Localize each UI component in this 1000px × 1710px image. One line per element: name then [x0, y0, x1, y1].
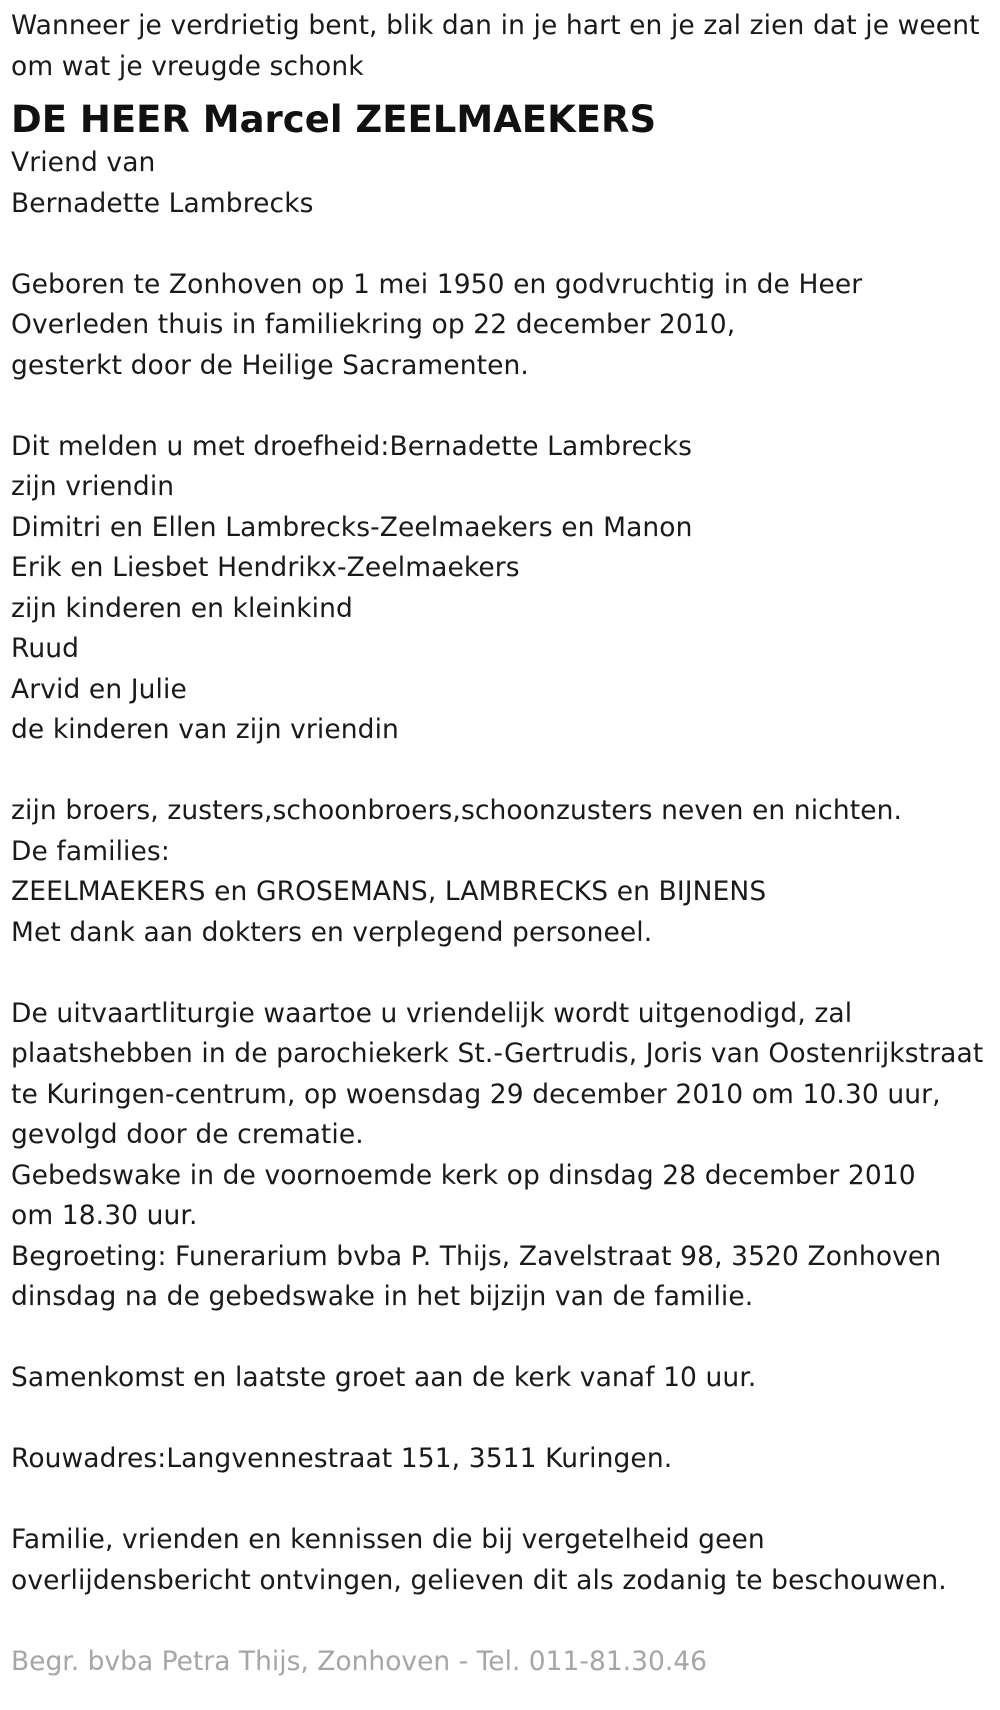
families-line: Met dank aan dokters en verplegend personeel.	[11, 916, 653, 948]
deceased-name: DE HEER Marcel ZEELMAEKERS	[11, 98, 657, 141]
ceremony-line: te Kuringen-centrum, op woensdag 29 december 2010 om 10.30 uur,	[11, 1078, 941, 1110]
verse-line: Wanneer je verdrietig bent, blik dan in je hart en je zal zien dat je weent	[11, 10, 980, 41]
notice-line: overlijdensbericht ontvingen, gelieven dit als zodanig te beschouwen.	[11, 1564, 947, 1596]
spacer	[11, 1399, 990, 1440]
funeral-home-footer: Begr. bvba Petra Thijs, Zonhoven - Tel. 011-81.30.46	[11, 1645, 707, 1677]
ceremony-line: dinsdag na de gebedswake in het bijzijn van de familie.	[11, 1281, 754, 1312]
mourner-line: Dit melden u met droefheid:Bernadette Lambrecks	[11, 430, 693, 462]
spacer	[11, 1318, 990, 1359]
mourner-line: Arvid en Julie	[11, 673, 187, 705]
families-section	[11, 791, 990, 953]
ceremony-line: De uitvaartliturgie waartoe u vriendelijk wordt uitgenodigd, zal	[11, 997, 853, 1029]
gathering-text: Samenkomst en laatste groet aan de kerk vanaf 10 uur.	[11, 1362, 757, 1393]
birth-death-line: Overleden thuis in familiekring op 22 december 2010,	[11, 309, 736, 340]
mourner-line: de kinderen van zijn vriendin	[11, 714, 399, 745]
spacer	[11, 224, 990, 265]
spacer	[11, 953, 990, 994]
mourner-line: zijn vriendin	[11, 471, 175, 502]
spacer	[11, 1480, 990, 1521]
families-line: De families:	[11, 835, 170, 867]
verse	[11, 6, 990, 87]
spacer	[11, 386, 990, 427]
notice-line: Familie, vrienden en kennissen die bij vergetelheid geen	[11, 1524, 765, 1555]
birth-death-section	[11, 265, 990, 387]
ceremony-line: plaatshebben in de parochiekerk St.-Gertrudis, Joris van Oostenrijkstraat	[11, 1038, 984, 1069]
birth-death-line: Geboren te Zonhoven op 1 mei 1950 en godvruchtig in de Heer	[11, 268, 863, 300]
spacer	[11, 751, 990, 792]
birth-death-line: gesterkt door de Heilige Sacramenten.	[11, 349, 529, 381]
mourners-section	[11, 427, 990, 751]
notice-section	[11, 1520, 990, 1601]
verse-line: om wat je vreugde schonk	[11, 50, 364, 82]
relation-line: Vriend van	[11, 147, 156, 178]
ceremony-line: Begroeting: Funerarium bvba P. Thijs, Zavelstraat 98, 3520 Zonhoven	[11, 1240, 942, 1272]
mourner-line: zijn kinderen en kleinkind	[11, 592, 353, 624]
spacer	[11, 1601, 990, 1642]
mourner-line: Erik en Liesbet Hendrikx-Zeelmaekers	[11, 552, 520, 583]
mourner-line: Ruud	[11, 633, 80, 664]
mourning-address: Rouwadres:Langvennestraat 151, 3511 Kuringen.	[11, 1443, 673, 1474]
ceremony-line: Gebedswake in de voornoemde kerk op dinsdag 28 december 2010	[11, 1159, 916, 1191]
relation-line: Bernadette Lambrecks	[11, 187, 314, 219]
ceremony-line: om 18.30 uur.	[11, 1200, 198, 1231]
families-line: ZEELMAEKERS en GROSEMANS, LAMBRECKS en BIJNENS	[11, 876, 767, 907]
ceremony-section	[11, 994, 990, 1318]
ceremony-line: gevolgd door de crematie.	[11, 1119, 364, 1150]
deceased-relation	[11, 143, 990, 224]
mourner-line: Dimitri en Ellen Lambrecks-Zeelmaekers en Manon	[11, 511, 693, 543]
families-line: zijn broers, zusters,schoonbroers,schoonzusters neven en nichten.	[11, 795, 903, 826]
